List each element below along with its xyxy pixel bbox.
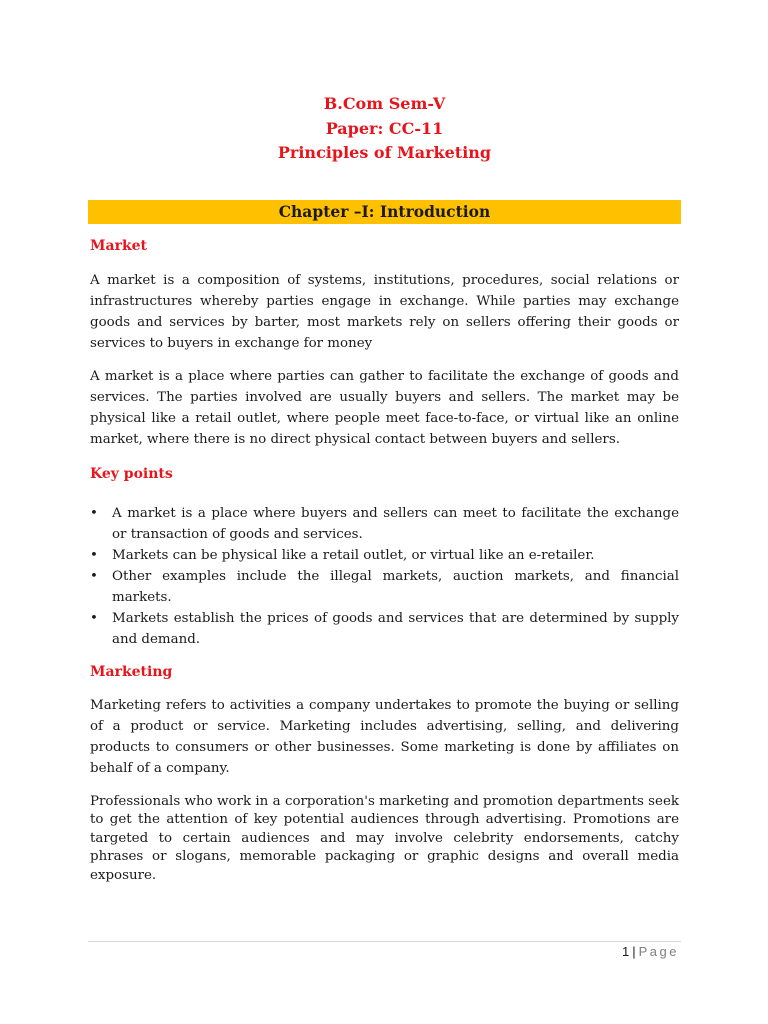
course-title: B.Com Sem-V — [323, 94, 446, 113]
list-item-text: A market is a place where buyers and sellers can meet to facilitate the exchange or transaction of goods and services. — [112, 506, 679, 542]
list-item — [90, 545, 679, 566]
list-item-text: Markets establish the prices of goods and services that are determined by supply and demand. — [112, 611, 679, 647]
page-label: Page — [638, 944, 679, 959]
page-number: 1 — [622, 944, 630, 959]
list-item-text: Markets can be physical like a retail outlet, or virtual like an e-retailer. — [112, 548, 595, 563]
document-header — [90, 92, 679, 166]
marketing-paragraph-2: Professionals who work in a corporation's marketing and promotion departments seek to get the attention of key potential audiences through advertising. Promotions are targeted to certain audiences and may involve celebrity endorsements, catchy phrases or slogans, memorable packaging or graphic designs and overall media exposure. — [90, 794, 679, 883]
chapter-title-bar: Chapter –I: Introduction — [88, 200, 681, 224]
bullet-icon: • — [90, 611, 98, 626]
list-item-text: Other examples include the illegal markets, auction markets, and financial markets. — [112, 569, 679, 605]
footer-separator: | — [632, 944, 636, 959]
market-paragraph-1: A market is a composition of systems, institutions, procedures, social relations or infrastructures whereby parties engage in exchange. While parties may exchange goods and services by barter, most markets rely on sellers offering their goods or services to buyers in exchange for money — [90, 273, 679, 351]
bullet-icon: • — [90, 569, 98, 584]
marketing-paragraph-1: Marketing refers to activities a company undertakes to promote the buying or selling of a product or service. Marketing includes advertising, selling, and delivering products to consumers or other businesses. Some marketing is done by affiliates on behalf of a company. — [90, 698, 679, 776]
bullet-icon: • — [90, 548, 98, 563]
list-item — [90, 503, 679, 545]
marketing-heading: Marketing — [90, 664, 173, 680]
bullet-icon: • — [90, 506, 98, 521]
list-item — [90, 566, 679, 608]
market-heading: Market — [90, 238, 148, 254]
footer-divider — [88, 941, 681, 942]
market-paragraph-2: A market is a place where parties can gather to facilitate the exchange of goods and services. The parties involved are usually buyers and sellers. The market may be physical like a retail outlet, where people meet face-to-face, or virtual like an online market, where there is no direct physical contact between buyers and sellers. — [90, 369, 679, 447]
list-item — [90, 608, 679, 650]
paper-code: Paper: CC-11 — [325, 118, 444, 138]
page-footer — [622, 944, 679, 960]
key-points-heading: Key points — [90, 466, 173, 482]
subject-title: Principles of Marketing — [277, 143, 492, 162]
key-points-list — [90, 503, 679, 650]
document-page — [90, 0, 679, 1024]
